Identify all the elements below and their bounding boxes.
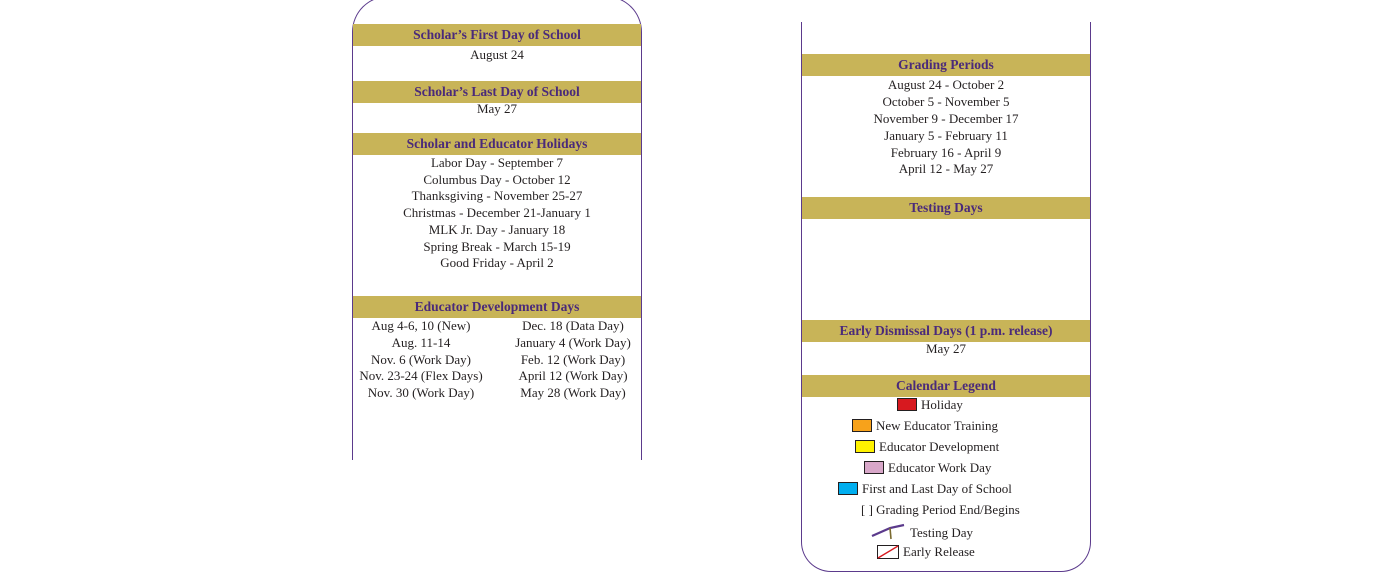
- dev-day-item: Aug. 11-14: [391, 334, 451, 350]
- legend-label: Educator Development: [879, 439, 1000, 454]
- dev-day-item: January 4 (Work Day): [515, 334, 631, 350]
- legend-item-testing-day: [870, 522, 973, 540]
- legend-item-educator-work-day: [864, 459, 991, 477]
- holiday-swatch: [897, 398, 917, 411]
- legend-label: Educator Work Day: [888, 460, 992, 475]
- legend-label: Early Release: [903, 544, 975, 559]
- holiday-item: Labor Day - September 7: [430, 155, 564, 170]
- educator-work-day-swatch: [864, 461, 884, 474]
- legend-label: Holiday: [921, 397, 963, 412]
- early-release-icon: [877, 545, 899, 559]
- holiday-item: Christmas - December 21-January 1: [403, 205, 591, 220]
- dev-day-item: Feb. 12 (Work Day): [520, 351, 626, 367]
- dev-day-item: April 12 (Work Day): [518, 368, 628, 384]
- pencil-icon: [870, 522, 906, 540]
- first-day-date: August 24: [470, 47, 524, 62]
- holiday-item: Thanksgiving - November 25-27: [411, 188, 583, 203]
- legend-item-first-last-day: [838, 480, 1012, 498]
- first-last-day-swatch: [838, 482, 858, 495]
- first-day-header: Scholar’s First Day of School: [353, 24, 641, 46]
- dev-day-item: May 28 (Work Day): [520, 385, 626, 401]
- dev-days-column-1: [353, 318, 489, 402]
- legend-item-new-educator: [852, 417, 998, 435]
- holiday-item: MLK Jr. Day - January 18: [428, 222, 566, 237]
- holiday-item: Spring Break - March 15-19: [423, 239, 571, 254]
- grading-period-item: November 9 - December 17: [873, 111, 1019, 126]
- dev-day-item: Nov. 23-24 (Flex Days): [359, 368, 483, 384]
- dev-day-item: Nov. 30 (Work Day): [367, 385, 475, 401]
- dev-day-item: Dec. 18 (Data Day): [522, 318, 624, 333]
- legend-label: New Educator Training: [876, 418, 999, 433]
- dev-days-header: Educator Development Days: [353, 296, 641, 318]
- legend-item-holiday: [897, 396, 963, 414]
- educator-development-swatch: [855, 440, 875, 453]
- legend-item-educator-development: [855, 438, 999, 456]
- legend-item-early-release: [877, 543, 975, 561]
- dev-day-item: Nov. 6 (Work Day): [371, 351, 471, 367]
- last-day-header: Scholar’s Last Day of School: [353, 81, 641, 103]
- left-calendar-panel: [352, 0, 642, 460]
- last-day-date: May 27: [476, 101, 518, 116]
- dev-days-column-2: [503, 318, 643, 402]
- new-educator-swatch: [852, 419, 872, 432]
- grading-period-item: January 5 - February 11: [884, 128, 1008, 143]
- testing-days-header: Testing Days: [802, 197, 1090, 219]
- early-dismissal-date: May 27: [925, 341, 967, 356]
- legend-label: [ ] Grading Period End/Begins: [861, 502, 1020, 517]
- legend-item-grading-period: [861, 501, 1020, 519]
- right-calendar-panel: [801, 22, 1091, 572]
- grading-period-item: August 24 - October 2: [887, 77, 1005, 92]
- legend-label: First and Last Day of School: [862, 481, 1012, 496]
- grading-period-item: April 12 - May 27: [898, 161, 994, 176]
- dev-day-item: Aug 4-6, 10 (New): [371, 318, 471, 333]
- holiday-item: Good Friday - April 2: [440, 255, 554, 270]
- early-dismissal-header: Early Dismissal Days (1 p.m. release): [802, 320, 1090, 342]
- legend-label: Testing Day: [910, 525, 973, 540]
- holiday-item: Columbus Day - October 12: [423, 172, 571, 187]
- grading-period-item: October 5 - November 5: [882, 94, 1010, 109]
- holidays-header: Scholar and Educator Holidays: [353, 133, 641, 155]
- grading-periods-header: Grading Periods: [802, 54, 1090, 76]
- legend-header: Calendar Legend: [802, 375, 1090, 397]
- grading-period-item: February 16 - April 9: [890, 145, 1002, 160]
